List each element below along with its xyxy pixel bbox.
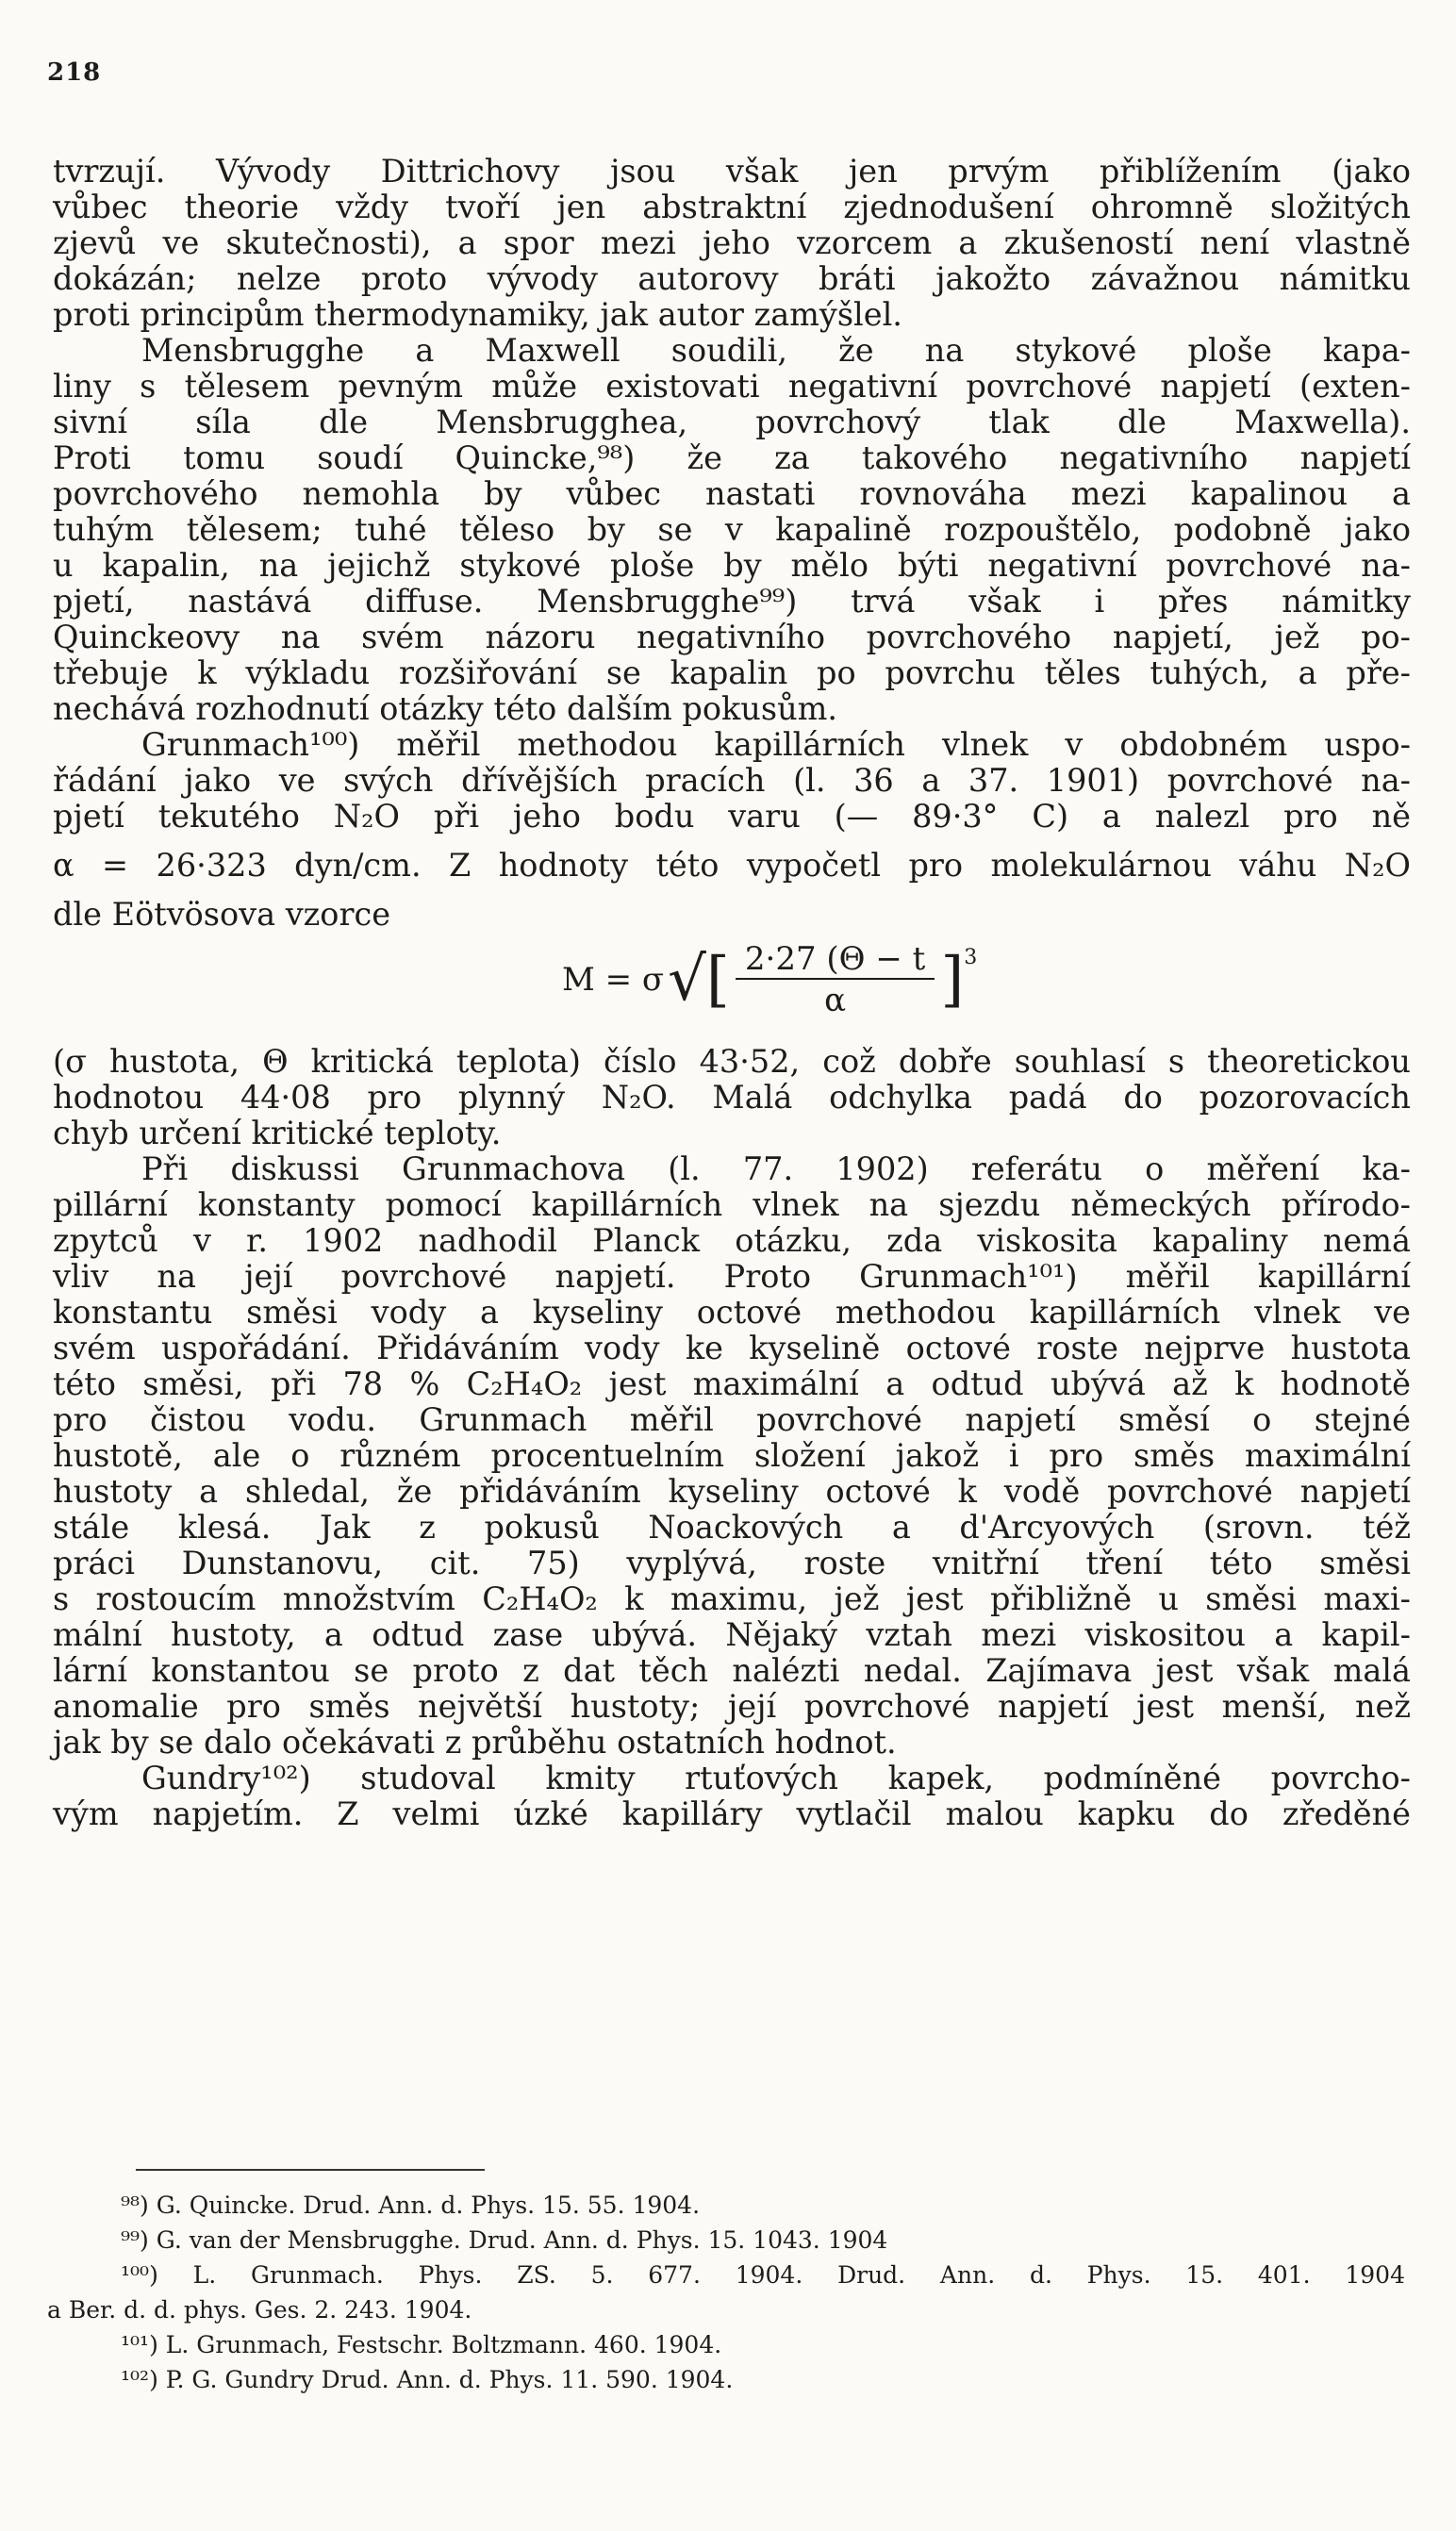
text-line: třebuje k výkladu rozšiřování se kapalin po povrchu těles tuhých, a pře- [53, 654, 1411, 691]
text-line: hustoty a shledal, že přidáváním kyseliny octové k vodě povrchové napjetí [53, 1473, 1411, 1510]
text-line: dle Eötvösova vzorce [53, 896, 391, 933]
text-line: u kapalin, na jejichž stykové ploše by mělo býti negativní povrchové na- [53, 547, 1411, 584]
text-line: Při diskussi Grunmachova (l. 77. 1902) referátu o měření ka- [141, 1150, 1411, 1187]
page-number: 218 [47, 58, 102, 87]
formula-numerator: 2·27 (Θ − t [736, 940, 935, 980]
formula-fraction [736, 940, 935, 1019]
formula-block [53, 933, 1411, 1044]
text-line: hustotě, ale o různém procentuelním složení jakož i pro směs maximální [53, 1437, 1411, 1474]
text-line: (σ hustota, Θ kritická teplota) číslo 43·52, což dobře souhlasí s theoretickou [53, 1043, 1411, 1080]
text-line: pjetí, nastává diffuse. Mensbrugghe⁹⁹) trvá však i přes námitky [53, 583, 1411, 620]
text-line: pro čistou vodu. Grunmach měřil povrchové napjetí směsí o stejné [53, 1401, 1411, 1438]
formula-denominator: α [824, 982, 847, 1019]
text-line: mální hustoty, a odtud zase ubývá. Nějaký vztah mezi viskositou a kapil- [53, 1616, 1411, 1653]
eotvos-formula [562, 940, 977, 1019]
text-line: tuhým tělesem; tuhé těleso by se v kapalině rozpouštělo, podobně jako [53, 511, 1411, 548]
text-line: Proti tomu soudí Quincke,⁹⁸) že za takového negativního napjetí [53, 439, 1411, 476]
text-line: svém uspořádání. Přidáváním vody ke kyselině octové roste nejprve hustota [53, 1330, 1411, 1366]
text-line: nechává rozhodnutí otázky této dalším pokusům. [53, 690, 838, 727]
text-line: konstantu směsi vody a kyseliny octové methodou kapillárních vlnek ve [53, 1294, 1411, 1331]
footnote: ¹⁰¹) L. Grunmach, Festschr. Boltzmann. 460. 1904. [121, 2331, 722, 2358]
formula-exponent: 3 [964, 946, 978, 969]
text-line: proti principům thermodynamiky, jak autor zamýšlel. [53, 296, 902, 333]
text-line: sivní síla dle Mensbrugghea, povrchový tlak dle Maxwella). [53, 404, 1411, 440]
left-bracket: [ [705, 945, 730, 1015]
text-line: práci Dunstanovu, cit. 75) vyplývá, roste vnitřní tření této směsi [53, 1545, 1411, 1581]
radical-sign: √ [668, 945, 706, 1015]
text-line: stále klesá. Jak z pokusů Noackových a d'Arcyových (srovn. též [53, 1509, 1411, 1546]
text-line: liny s tělesem pevným může existovati negativní povrchové napjetí (exten- [53, 368, 1411, 405]
footnote: ⁹⁹) G. van der Mensbrugghe. Drud. Ann. d. Phys. 15. 1043. 1904 [121, 2226, 888, 2254]
body-text [53, 154, 1411, 1832]
text-line: Gundry¹⁰²) studoval kmity rtuťových kapek, podmíněné povrcho- [141, 1760, 1411, 1796]
text-line: s rostoucím množstvím C₂H₄O₂ k maximu, jež jest přibližně u směsi maxi- [53, 1580, 1411, 1617]
text-line: vůbec theorie vždy tvoří jen abstraktní zjednodušení ohromně složitých [53, 189, 1411, 225]
footnote: ⁹⁸) G. Quincke. Drud. Ann. d. Phys. 15. 55. 1904. [121, 2192, 701, 2219]
footnote: ¹⁰²) P. G. Gundry Drud. Ann. d. Phys. 11. 590. 1904. [121, 2366, 734, 2393]
text-line: hodnotou 44·08 pro plynný N₂O. Malá odchylka padá do pozorovacích [53, 1079, 1411, 1116]
text-line: Grunmach¹⁰⁰) měřil methodou kapillárních vlnek v obdobném uspo- [141, 726, 1411, 763]
text-line: řádání jako ve svých dřívějších pracích (l. 36 a 37. 1901) povrchové na- [53, 762, 1411, 799]
text-line: pillární konstanty pomocí kapillárních vlnek na sjezdu německých přírodo- [53, 1186, 1411, 1223]
text-line: α = 26·323 dyn/cm. Z hodnoty této vypočetl pro molekulárnou váhu N₂O [53, 847, 1411, 884]
text-line: vým napjetím. Z velmi úzké kapilláry vytlačil malou kapku do zředěné [53, 1795, 1411, 1832]
text-line: pjetí tekutého N₂O při jeho bodu varu (— 89·3° C) a nalezl pro ně [53, 798, 1411, 835]
text-line: Quinckeovy na svém názoru negativního povrchového napjetí, jež po- [53, 619, 1411, 655]
footnotes [47, 2188, 1405, 2397]
text-line: povrchového nemohla by vůbec nastati rovnováha mezi kapalinou a [53, 475, 1411, 512]
text-line: chyb určení kritické teploty. [53, 1115, 502, 1151]
footnote-continuation: a Ber. d. d. phys. Ges. 2. 243. 1904. [47, 2296, 472, 2324]
text-line: zjevů ve skutečnosti), a spor mezi jeho vzorcem a zkušeností není vlastně [53, 224, 1411, 261]
text-line: této směsi, při 78 % C₂H₄O₂ jest maximální a odtud ubývá až k hodnotě [53, 1365, 1411, 1402]
formula-lhs: M = σ [562, 961, 665, 999]
text-line: jak by se dalo očekávati z průběhu ostatních hodnot. [53, 1724, 897, 1761]
text-line: zpytců v r. 1902 nadhodil Planck otázku, zda viskosita kapaliny nemá [53, 1222, 1411, 1259]
text-line: tvrzují. Vývody Dittrichovy jsou však jen prvým přiblížením (jako [53, 153, 1411, 190]
footnote: ¹⁰⁰) L. Grunmach. Phys. ZS. 5. 677. 1904. Drud. Ann. d. Phys. 15. 401. 1904 [121, 2261, 1405, 2289]
text-line: lární konstantou se proto z dat těch nalézti nedal. Zajímava jest však malá [53, 1652, 1411, 1689]
footnote-divider [136, 2169, 485, 2171]
text-line: vliv na její povrchové napjetí. Proto Grunmach¹⁰¹) měřil kapillární [53, 1258, 1411, 1295]
text-line: anomalie pro směs největší hustoty; její povrchové napjetí jest menší, než [53, 1688, 1411, 1725]
text-line: Mensbrugghe a Maxwell soudili, že na stykové ploše kapa- [141, 332, 1411, 369]
text-line: dokázán; nelze proto vývody autorovy bráti jakožto závažnou námitku [53, 260, 1411, 297]
right-bracket: ] [940, 945, 965, 1015]
